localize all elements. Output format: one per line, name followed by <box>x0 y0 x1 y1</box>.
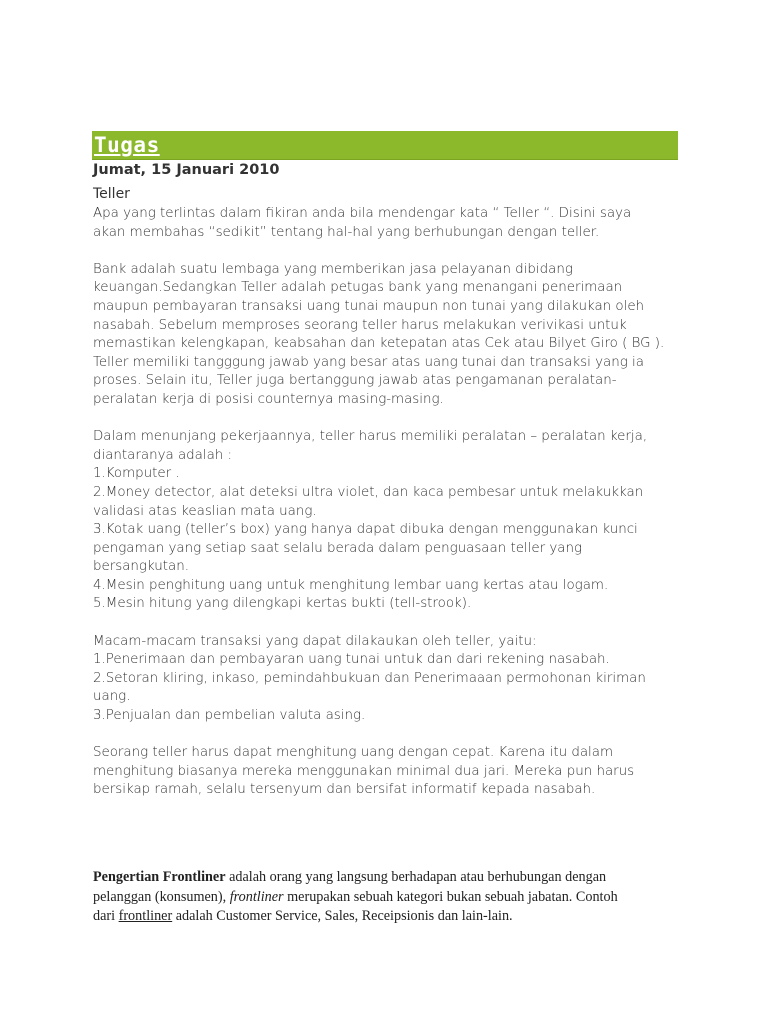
frontliner-definition <box>93 868 693 927</box>
paragraph <box>93 205 693 242</box>
text-line: Apa yang terlintas dalam fikiran anda bila mendengar kata “ Teller “. Disini saya <box>93 206 632 221</box>
text-line: bersikap ramah, selalu tersenyum dan bersifat informatif kepada nasabah. <box>93 782 596 798</box>
text-line: keuangan.Sedangkan Teller adalah petugas bank yang menangani penerimaan <box>93 280 623 296</box>
text-line: Dalam menunjang pekerjaannya, teller harus memiliki peralatan – peralatan kerja, <box>93 429 648 445</box>
definition-term: Pengertian Frontliner <box>93 869 226 885</box>
text-line: diantaranya adalah : <box>93 447 233 463</box>
text-line: maupun pembayaran transaksi uang tunai maupun non tunai yang dilakukan oleh <box>93 298 645 314</box>
text-line: 1.Penerimaan dan pembayaran uang tunai untuk dan dari rekening nasabah. <box>93 652 610 668</box>
text-line: akan membahas “sedikit” tentang hal-hal yang berhubungan dengan teller. <box>93 224 600 240</box>
title-banner <box>92 131 678 160</box>
text-line: Teller memiliki tangggung jawab yang besar atas uang tunai dan transaksi yang ia <box>93 354 644 370</box>
text-line: peralatan kerja di posisi counternya masing-masing. <box>93 391 444 407</box>
text-line: validasi atas keaslian mata uang. <box>93 503 317 519</box>
definition-text: adalah Customer Service, Sales, Receipsionis dan lain-lain. <box>172 908 513 924</box>
definition-line-1 <box>93 868 693 888</box>
text-line: 3.Penjualan dan pembelian valuta asing. <box>93 708 366 724</box>
text-line: 1.Komputer . <box>93 466 180 482</box>
text-line: Seorang teller harus dapat menghitung uang dengan cepat. Karena itu dalam <box>93 745 614 761</box>
paragraph <box>93 428 693 614</box>
definition-text: pelanggan (konsumen), <box>93 888 230 905</box>
text-line: nasabah. Sebelum memproses seorang teller harus melakukan verivikasi untuk <box>93 317 627 333</box>
frontliner-link[interactable]: frontliner <box>118 908 173 924</box>
paragraph <box>93 633 693 726</box>
text-line: 2.Setoran kliring, inkaso, pemindahbukuan dan Penerimaaan permohonan kiriman <box>93 670 646 686</box>
post-date: Jumat, 15 Januari 2010 <box>93 162 280 178</box>
text-line: proses. Selain itu, Teller juga bertanggung jawab atas pengamanan peralatan- <box>93 373 617 389</box>
post-subtitle: Teller <box>93 186 130 202</box>
text-line: uang. <box>93 689 131 705</box>
text-line: bersangkutan. <box>93 559 189 575</box>
definition-text: merupakan sebuah kategori bukan sebuah jabatan. Contoh <box>283 888 618 905</box>
text-line: menghitung biasanya mereka menggunakan minimal dua jari. Mereka pun harus <box>93 763 635 779</box>
text-line: memastikan kelengkapan, keabsahan dan ketepatan atas Cek atau Bilyet Giro ( BG ). <box>93 336 665 352</box>
text-line: 5.Mesin hitung yang dilengkapi kertas bukti (tell-strook). <box>93 596 472 612</box>
paragraph <box>93 744 693 800</box>
page-title[interactable]: Tugas <box>94 133 160 157</box>
definition-line-2 <box>93 888 693 908</box>
text-line: 3.Kotak uang (teller’s box) yang hanya dapat dibuka dengan menggunakan kunci <box>93 522 638 538</box>
text-line: 4.Mesin penghitung uang untuk menghitung lembar uang kertas atau logam. <box>93 577 609 593</box>
definition-text: dari <box>93 908 119 924</box>
text-line: pengaman yang setiap saat selalu berada dalam penguasaan teller yang <box>93 540 583 556</box>
text-line: Bank adalah suatu lembaga yang memberikan jasa pelayanan dibidang <box>93 261 573 277</box>
definition-text: adalah orang yang langsung berhadapan atau berhubungan dengan <box>225 869 607 885</box>
definition-italic-term: frontliner <box>229 888 284 905</box>
definition-line-3 <box>93 907 693 927</box>
paragraph <box>93 261 693 410</box>
text-line: Macam-macam transaksi yang dapat dilakaukan oleh teller, yaitu: <box>93 633 537 649</box>
text-line: 2.Money detector, alat deteksi ultra violet, dan kaca pembesar untuk melakukkan <box>93 484 644 500</box>
article-body <box>93 205 693 819</box>
